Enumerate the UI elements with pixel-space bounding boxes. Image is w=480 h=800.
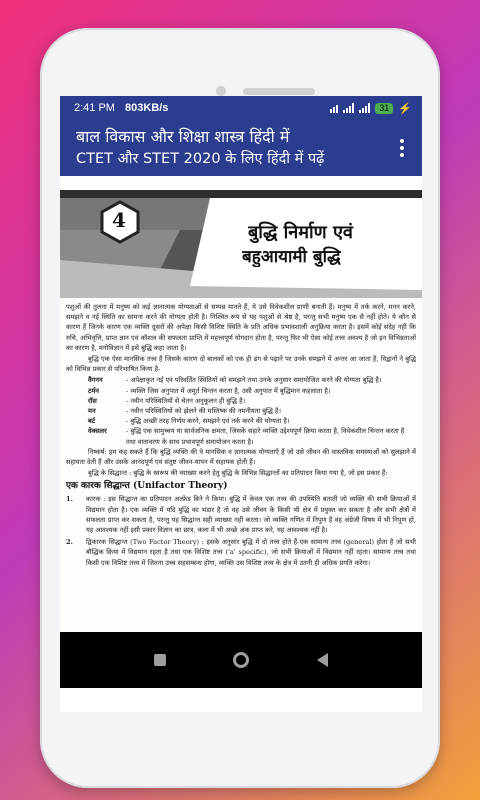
status-time: 2:41 PM xyxy=(74,102,115,114)
status-icons xyxy=(330,102,412,115)
app-title: बाल विकास और शिक्षा शास्त्र हिंदी में xyxy=(76,127,290,146)
definition-row xyxy=(66,396,416,406)
numbered-item xyxy=(66,494,416,535)
screen xyxy=(60,96,422,712)
definition-term: मन xyxy=(88,407,96,416)
charging-icon: ⚡ xyxy=(398,102,412,115)
item-text: कारक : इस सिद्धान्त का प्रतिपादन अल्फ्रेड बिने ने किया। बुद्धि में केवल एक तत्त्व की उपस्थिति बताती जो व्यक्ति की सभी क्रियाओं में विद्यमान होता है। एक व्यक्ति में यदि बुद्धि का भंडार है तो वह उसे जीवन के किसी भी क्षेत्र में प्रयुक्त कर सकता है और सभी क्षेत्रों में सफलता प्राप्त कर सकता है, परन्तु यह सिद्धान्त सही व्याख्या नहीं करता। जो व्यक्ति गणित में निपुण है वह अंग्रेजी विषय में भी निपुण हो, यह आवश्यक नहीं इसी प्रकार विज्ञान का छात्र, कला में भी अच्छे अंक प्राप्त करे, यह आवश्यक नहीं है। xyxy=(86,495,416,535)
definition-term: रॉस xyxy=(88,396,97,405)
theories-intro-paragraph: बुद्धि के सिद्धान्त : बुद्धि के स्वरूप की व्याख्या करने हेतु बुद्धि के विभिन्न सिद्धान्तों का प्रतिपादन किया गया है, जो इस प्रकार हैं: xyxy=(88,469,388,478)
vowifi-icon xyxy=(330,103,338,113)
definition-text: - नवीन परिस्थितियों से चेतन अनुकूलन ही बुद्धि है। xyxy=(126,396,246,405)
signal-icon-2 xyxy=(359,103,370,113)
system-nav-bar xyxy=(60,632,422,688)
definition-intro-paragraph: बुद्धि एक ऐसा मानसिक तत्त्व है जिसके कारण दो बालकों को एक ही ढंग से पढ़ाने पर उनके समझने में अन्तर आ जाता है, विद्वानों ने बुद्धि को विभिन्न प्रकार से परिभाषित किया है- xyxy=(66,355,416,374)
numbered-item xyxy=(66,537,416,568)
definition-term: वैगनन xyxy=(88,376,103,385)
definition-row xyxy=(66,386,416,396)
definition-text: - नवीन परिस्थितियों को झेलने की मस्तिष्क की नमनीयता बुद्धि है। xyxy=(126,407,282,416)
definition-term: वेक्सलर xyxy=(88,427,107,436)
definition-row xyxy=(66,375,416,385)
definition-row xyxy=(66,426,416,446)
chapter-title-line2: बहुआयामी बुद्धि xyxy=(242,247,341,267)
definition-text: - बुद्धि अच्छी तरह निर्णय करने, समझने एवं तर्क करने की योग्यता है। xyxy=(126,417,290,426)
status-net-speed: 803KB/s xyxy=(124,102,169,114)
section-heading: एक कारक सिद्धान्त (Unifactor Theory) xyxy=(66,481,228,492)
definition-text: - बुद्धि एक सामुच्चय या सार्वजनिक क्षमता, जिसके सहारे व्यक्ति उद्देश्यपूर्ण क्रिया करता है, विवेकशील चिन्तन करता है तथा वातावरण के साथ प्रभावपूर्ण समायोजन करता है। xyxy=(126,427,405,446)
status-bar xyxy=(60,96,422,120)
chapter-number: 4 xyxy=(112,208,126,232)
chapter-title-line1: बुद्धि निर्माण एवं xyxy=(248,222,353,243)
chapter-header xyxy=(60,190,422,298)
home-circle-icon[interactable] xyxy=(233,652,249,668)
more-vertical-icon[interactable] xyxy=(392,134,412,162)
definition-term: बर्ट xyxy=(88,417,96,426)
document-page[interactable] xyxy=(60,176,422,632)
definition-text: - व्यक्ति जिस अनुपात में अमूर्त चिन्तन करता है, उसी अनुपात में बुद्धिमान कहलाता है। xyxy=(126,386,331,395)
back-triangle-icon[interactable] xyxy=(317,653,328,667)
intro-paragraph: पशुओं की तुलना में मनुष्य को कई ज्ञानात्मक योग्यताओं से सम्पन्न मानते हैं, ये उसे विवेकशील प्राणी बनाती हैं। मनुष्य में तर्क करने, मनन करने, समझने व नई स्थिति का सामना करने की योग्यता होती है। निश्चित रूप से यह पशुओं से श्रेष्ठ है, परन्तु सभी मनुष्य एक से नहीं होते। ये कौन से कारण हैं जिनके कारण एक व्यक्ति दूसरों की अपेक्षा किसी विशिष्ट स्थिति के प्रति अधिक प्रभावशाली अनुक्रिया करता है। इसमें कोई संदेह नहीं कि रुचि, अभिवृत्ति, प्राप्त ज्ञान एवं कौशल की सफलता प्राप्ति में महत्त्वपूर्ण योगदान होता है, परन्तु फिर भी ऐसा कोई तत्त्व अवश्य है जो इन विभिन्नताओं का कारण है, मनोविज्ञान में इसे बुद्धि कहा जाता है। xyxy=(66,303,416,352)
definition-term: टर्मन xyxy=(88,386,99,395)
document-body xyxy=(66,302,416,570)
front-camera xyxy=(216,86,226,96)
earpiece-speaker xyxy=(243,88,315,95)
definition-row xyxy=(66,416,416,426)
signal-icon xyxy=(343,103,354,113)
item-number: 1. xyxy=(66,495,73,504)
definition-text: - अपेक्षाकृत नई एवं परिवर्तित स्थितियों को समझने तथा उनके अनुसार समायोजित करने की योग्यता बुद्धि है। xyxy=(126,376,382,385)
item-number: 2. xyxy=(66,538,73,547)
recents-square-icon[interactable] xyxy=(154,654,166,666)
app-bar xyxy=(60,120,422,176)
item-text: द्विकारक सिद्धान्त (Two Factor Theory) : इसके अनुसार बुद्धि में दो तत्त्व होते हैं-एक सामान्य तत्त्व (general) होता है जो सभी बौद्धिक क्रिया में विद्यमान रहता है तथा एक विशिष्ट तत्त्व ('a' specific), जो सभी क्रियाओं में विद्यमान नहीं रहता। सामान्य तत्त्व तथा किसी एक विशिष्ट तत्त्व में जितना उच्च सहसम्बन्ध होगा, व्यक्ति उस विशिष्ट तत्त्व के क्षेत्र में उतनी ही अधिक प्रगति करेगा। xyxy=(86,538,416,567)
app-subtitle: CTET और STET 2020 के लिए हिंदी में पढ़ें xyxy=(76,151,325,167)
conclusion-paragraph: निष्कर्ष: हम कह सकते हैं कि बुद्धि व्यक्ति की वे मानसिक व ज्ञानात्मक योग्यताएँ हैं जो उसे जीवन की वास्तविक समस्याओं को सुलझाने में सहायता देती हैं और उसके आनंदपूर्ण एवं संतुष्ट जीवन-यापन में सहायक होती हैं। xyxy=(66,447,416,467)
battery-icon: 31 xyxy=(375,103,393,114)
definition-row xyxy=(66,406,416,416)
